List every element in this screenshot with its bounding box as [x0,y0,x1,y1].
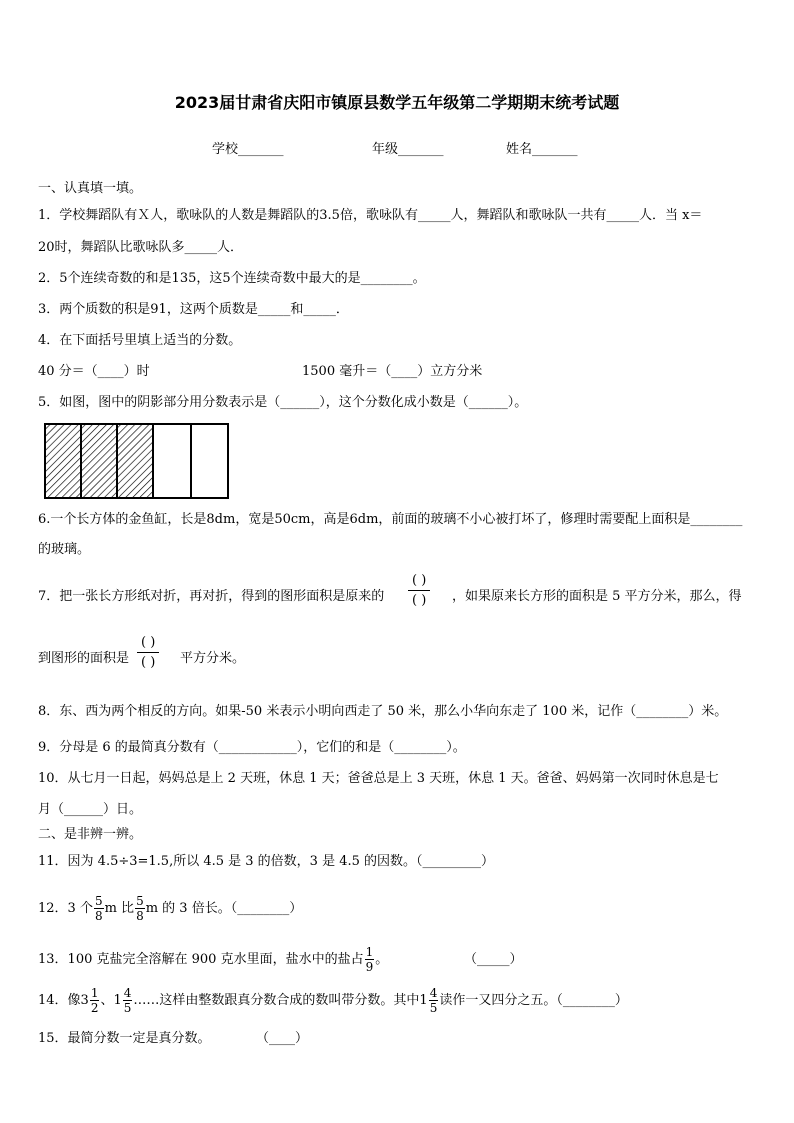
fraction-denominator: ( ) [412,593,427,608]
mixed-number-whole: 1 [419,993,428,1008]
fraction-numerator: 5 [136,894,144,908]
figure-part-blank-1 [153,424,191,498]
section-1-heading: 一、认真填一填。 [38,181,143,196]
section-2-heading: 二、是非辨一辨。 [38,827,143,842]
name-field: 姓名_______ [506,142,578,157]
fraction-numerator: 1 [90,986,99,1000]
fraction-numerator: ( ) [408,573,430,591]
fraction-numerator: 1 [365,945,374,959]
question-14-start: 14．像 [38,993,81,1008]
fraction-denominator: 2 [90,1001,99,1015]
fraction-numerator: 4 [429,986,438,1000]
fraction-four-fifths [123,986,133,1015]
fraction-denominator: 8 [94,909,103,923]
mixed-number-whole: 3 [80,993,89,1008]
school-field: 学校_______ [212,142,284,157]
fraction-one-ninth [365,945,375,974]
question-5: 5．如图，图中的阴影部分用分数表示是（______），这个分数化成小数是（______）。 [38,395,528,410]
question-14-middle: ……这样由整数跟真分数合成的数叫带分数。其中 [133,993,420,1008]
fraction-numerator: ( ) [137,635,159,653]
question-15-answer-blank: （____） [256,1031,309,1046]
question-7-fraction-blank-1 [408,573,430,608]
question-13-start: 13．100 克盐完全溶解在 900 克水里面，盐水中的盐占 [38,952,364,967]
question-7-fraction-blank-2 [137,635,159,670]
grade-field: 年级_______ [372,142,444,157]
fraction-five-eighths [94,894,104,923]
question-12 [38,892,302,926]
page-title: 2023届甘肃省庆阳市镇原县数学五年级第二学期期末统考试题 [174,93,620,112]
question-10-line-1: 10．从七月一日起，妈妈总是上 2 天班，休息 1 天；爸爸总是上 3 天班，休息 1 天。爸爸、妈妈第一次同时休息是七 [38,771,719,786]
separator: 、 [100,993,114,1008]
question-6-line-1: 6.一个长方体的金鱼缸，长是8dm，宽是50cm，高是6dm，前面的玻璃不小心被打坏了，修理时需要配上面积是________ [38,512,743,527]
figure-part-shaded-2 [81,424,117,498]
fraction-denominator: 5 [123,1001,132,1015]
question-9: 9．分母是 6 的最简真分数有（____________），它们的和是（________）。 [38,740,466,755]
question-7-line-2-start: 到图形的面积是 [38,651,130,666]
fraction-denominator: ( ) [141,655,156,670]
question-14-end: 读作一又四分之五。（________） [439,993,628,1008]
question-3: 3．两个质数的积是91，这两个质数是_____和_____． [38,302,349,317]
figure-part-shaded-1 [45,424,81,498]
question-8: 8．东、西为两个相反的方向。如果-50 米表示小明向西走了 50 米，那么小华向东走了 100 米，记作（________）米。 [38,704,728,719]
question-5-figure [44,423,230,499]
fraction-numerator: 5 [94,894,103,908]
question-11: 11．因为 4.5÷3=1.5,所以 4.5 是 3 的倍数，3 是 4.5 的因数。（_________） [38,854,495,869]
fraction-four-fifths [429,986,439,1015]
question-6-line-2: 的玻璃。 [38,542,91,557]
question-12-start: 12．3 个 [38,901,93,916]
question-13-end: 。 [375,952,389,967]
question-4-part-b: 1500 毫升＝（____）立方分米 [302,364,483,379]
figure-part-blank-2 [191,424,228,498]
question-1-line-1: 1．学校舞蹈队有Ｘ人，歌咏队的人数是舞蹈队的3.5倍，歌咏队有_____人，舞蹈队和歌咏队一共有_____人．当 x＝ [38,208,703,223]
question-7-line-2-end: 平方分米。 [180,651,246,666]
question-14 [38,984,628,1018]
question-15: 15．最简分数一定是真分数。 [38,1031,211,1046]
fraction-denominator: 5 [429,1001,438,1015]
question-12-middle: m 比 [104,901,135,916]
question-7-line-1-end: ，如果原来长方形的面积是 5 平方分米，那么，得 [452,589,742,604]
question-4: 4．在下面括号里填上适当的分数。 [38,333,242,348]
figure-part-shaded-3 [117,424,153,498]
fraction-denominator: 8 [136,909,144,923]
fraction-five-eighths [135,894,145,923]
fraction-denominator: 9 [365,960,374,974]
question-2: 2．5个连续奇数的和是135，这5个连续奇数中最大的是________。 [38,271,426,286]
question-13 [38,943,388,977]
question-7-line-1-start: 7．把一张长方形纸对折，再对折，得到的图形面积是原来的 [38,589,385,604]
question-12-end: m 的 3 倍长。（________） [145,901,303,916]
question-1-line-2: 20时，舞蹈队比歌咏队多_____人． [38,240,244,255]
question-13-answer-blank: （_____） [464,952,523,967]
question-10-line-2: 月（______）日。 [38,802,143,817]
fraction-numerator: 4 [123,986,132,1000]
question-4-part-a: 40 分＝（____）时 [38,364,150,379]
fraction-one-half [90,986,100,1015]
mixed-number-whole: 1 [113,993,122,1008]
